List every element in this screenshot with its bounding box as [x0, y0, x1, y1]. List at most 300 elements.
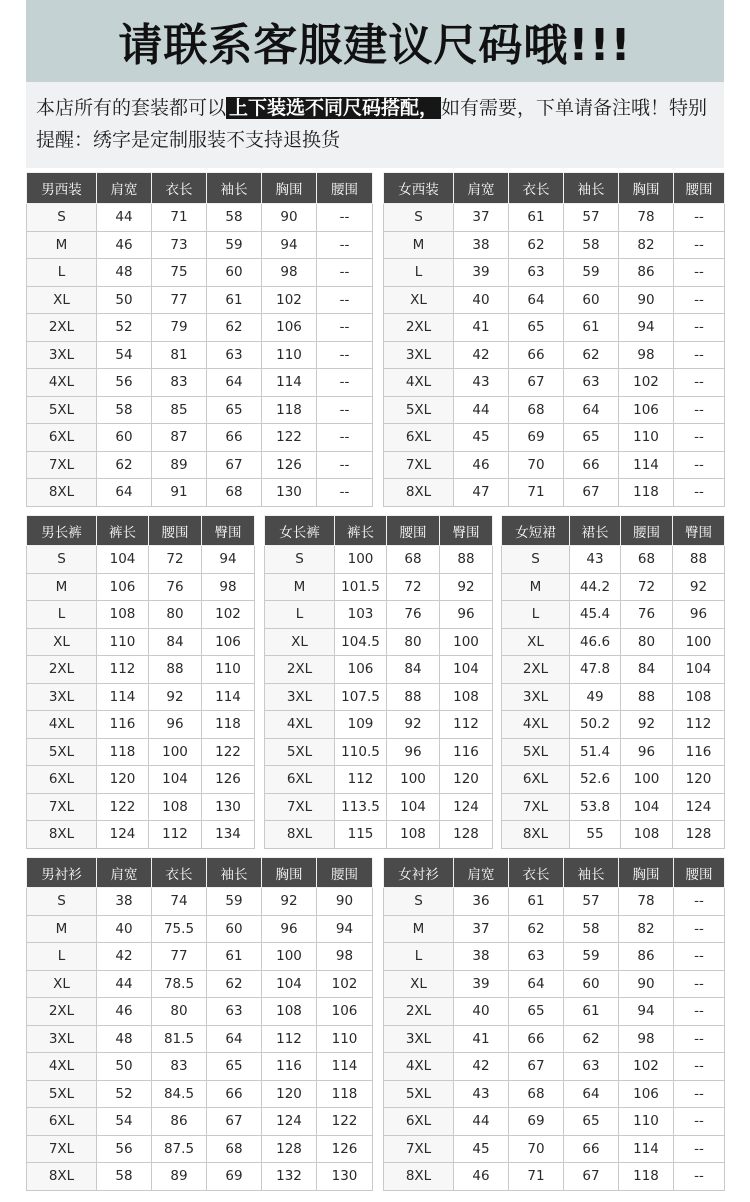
table-row [384, 479, 725, 507]
measurement-cell: 39 [454, 970, 509, 998]
measurement-cell: 100 [335, 546, 387, 574]
table-row [27, 341, 373, 369]
measurement-cell: -- [674, 231, 725, 259]
measurement-cell: 48 [97, 1025, 152, 1053]
size-label-cell: 3XL [384, 341, 454, 369]
measurement-cell: 62 [207, 970, 262, 998]
measurement-cell: 44 [97, 970, 152, 998]
measurement-cell: 106 [317, 998, 373, 1026]
measurement-cell: 68 [207, 479, 262, 507]
table-row [384, 1108, 725, 1136]
table-row [27, 793, 255, 821]
men-suit-table [26, 172, 373, 507]
size-label-cell: 4XL [502, 711, 570, 739]
measurement-cell: 38 [97, 888, 152, 916]
measurement-cell: 114 [317, 1053, 373, 1081]
measurement-cell: 102 [317, 970, 373, 998]
measurement-cell: 62 [564, 1025, 619, 1053]
measurement-cell: 104 [440, 656, 493, 684]
size-label-cell: 2XL [384, 314, 454, 342]
measurement-cell: 66 [509, 1025, 564, 1053]
column-header: 肩宽 [97, 173, 152, 204]
measurement-cell: 61 [207, 943, 262, 971]
measurement-cell: 66 [207, 424, 262, 452]
measurement-cell: 86 [619, 943, 674, 971]
measurement-cell: 47 [454, 479, 509, 507]
measurement-cell: 90 [619, 970, 674, 998]
table-row [27, 766, 255, 794]
size-label-cell: 8XL [502, 821, 570, 849]
measurement-cell: 89 [152, 1163, 207, 1191]
size-label-cell: 4XL [265, 711, 335, 739]
size-label-cell: 4XL [384, 1053, 454, 1081]
measurement-cell: 81 [152, 341, 207, 369]
measurement-cell: 71 [509, 1163, 564, 1191]
table-row [384, 341, 725, 369]
table-row [27, 656, 255, 684]
table-row [27, 314, 373, 342]
measurement-cell: 56 [97, 1135, 152, 1163]
table-row [27, 1025, 373, 1053]
measurement-cell: 122 [202, 738, 255, 766]
measurement-cell: 104 [387, 793, 440, 821]
measurement-cell: 72 [149, 546, 202, 574]
measurement-cell: 57 [564, 204, 619, 232]
measurement-cell: 76 [149, 573, 202, 601]
table-row [27, 821, 255, 849]
measurement-cell: 43 [570, 546, 621, 574]
measurement-cell: 78 [619, 204, 674, 232]
table-row [265, 628, 493, 656]
measurement-cell: 100 [387, 766, 440, 794]
measurement-cell: 84 [621, 656, 673, 684]
measurement-cell: 38 [454, 231, 509, 259]
measurement-cell: 72 [621, 573, 673, 601]
measurement-cell: 128 [262, 1135, 317, 1163]
measurement-cell: -- [674, 259, 725, 287]
table-row [27, 369, 373, 397]
table-row [265, 546, 493, 574]
measurement-cell: 84 [387, 656, 440, 684]
table-row [27, 888, 373, 916]
measurement-cell: 110.5 [335, 738, 387, 766]
measurement-cell: 77 [152, 943, 207, 971]
column-header: 袖长 [207, 173, 262, 204]
measurement-cell: 46 [97, 998, 152, 1026]
measurement-cell: 79 [152, 314, 207, 342]
column-header: 胸围 [262, 173, 317, 204]
size-label-cell: 7XL [27, 793, 97, 821]
column-header: 胸围 [619, 173, 674, 204]
measurement-cell: 114 [619, 451, 674, 479]
measurement-cell: -- [317, 286, 373, 314]
measurement-cell: 120 [440, 766, 493, 794]
measurement-cell: -- [317, 369, 373, 397]
measurement-cell: 62 [509, 915, 564, 943]
table-row [27, 711, 255, 739]
measurement-cell: 91 [152, 479, 207, 507]
measurement-cell: -- [317, 396, 373, 424]
table-row [265, 821, 493, 849]
measurement-cell: 57 [564, 888, 619, 916]
size-label-cell: 2XL [502, 656, 570, 684]
measurement-cell: 115 [335, 821, 387, 849]
measurement-cell: 59 [564, 943, 619, 971]
table-row [502, 656, 725, 684]
measurement-cell: 37 [454, 915, 509, 943]
measurement-cell: 112 [673, 711, 725, 739]
measurement-cell: 67 [509, 1053, 564, 1081]
measurement-cell: 112 [335, 766, 387, 794]
measurement-cell: 92 [149, 683, 202, 711]
measurement-cell: 58 [97, 1163, 152, 1191]
size-label-cell: XL [384, 286, 454, 314]
table-row [384, 1053, 725, 1081]
table-row [502, 793, 725, 821]
table-header-row [27, 173, 373, 204]
size-label-cell: 7XL [27, 1135, 97, 1163]
measurement-cell: 100 [440, 628, 493, 656]
measurement-cell: 63 [564, 369, 619, 397]
measurement-cell: 65 [207, 1053, 262, 1081]
measurement-cell: -- [674, 451, 725, 479]
table-row [384, 424, 725, 452]
women-suit-table [383, 172, 725, 507]
measurement-cell: 101.5 [335, 573, 387, 601]
measurement-cell: 62 [207, 314, 262, 342]
size-label-cell: 5XL [384, 396, 454, 424]
measurement-cell: 100 [262, 943, 317, 971]
column-header: 袖长 [207, 858, 262, 888]
column-header: 裤长 [97, 516, 149, 546]
measurement-cell: 96 [387, 738, 440, 766]
measurement-cell: 124 [440, 793, 493, 821]
measurement-cell: 68 [387, 546, 440, 574]
measurement-cell: 110 [619, 424, 674, 452]
table-row [27, 231, 373, 259]
measurement-cell: 75.5 [152, 915, 207, 943]
measurement-cell: 118 [97, 738, 149, 766]
size-label-cell: 8XL [384, 1163, 454, 1191]
size-label-cell: 5XL [27, 738, 97, 766]
size-label-cell: S [502, 546, 570, 574]
measurement-cell: -- [674, 888, 725, 916]
table-row [27, 259, 373, 287]
size-label-cell: XL [265, 628, 335, 656]
measurement-cell: -- [317, 231, 373, 259]
measurement-cell: 84 [149, 628, 202, 656]
measurement-cell: 64 [564, 396, 619, 424]
column-header: 臀围 [673, 516, 725, 546]
size-label-cell: 6XL [502, 766, 570, 794]
measurement-cell: -- [674, 1163, 725, 1191]
measurement-cell: 81.5 [152, 1025, 207, 1053]
measurement-cell: 60 [207, 259, 262, 287]
measurement-cell: 92 [673, 573, 725, 601]
measurement-cell: 45.4 [570, 601, 621, 629]
size-label-cell: 5XL [384, 1080, 454, 1108]
measurement-cell: 126 [262, 451, 317, 479]
size-label-cell: S [27, 204, 97, 232]
size-label-cell: XL [502, 628, 570, 656]
size-label-cell: 6XL [27, 766, 97, 794]
table-row [27, 1080, 373, 1108]
table-header-row [384, 173, 725, 204]
size-label-cell: 4XL [27, 369, 97, 397]
measurement-cell: 64 [509, 286, 564, 314]
column-header: 腰围 [317, 173, 373, 204]
measurement-cell: 75 [152, 259, 207, 287]
table-row [502, 573, 725, 601]
measurement-cell: 48 [97, 259, 152, 287]
measurement-cell: 106 [335, 656, 387, 684]
measurement-cell: 68 [207, 1135, 262, 1163]
measurement-cell: 83 [152, 1053, 207, 1081]
measurement-cell: 59 [207, 231, 262, 259]
table-header-row [265, 516, 493, 546]
measurement-cell: 52.6 [570, 766, 621, 794]
measurement-cell: 80 [152, 998, 207, 1026]
size-label-cell: 2XL [27, 998, 97, 1026]
column-header: 衣长 [152, 173, 207, 204]
measurement-cell: 130 [202, 793, 255, 821]
table-row [27, 628, 255, 656]
measurement-cell: 52 [97, 314, 152, 342]
measurement-cell: 94 [262, 231, 317, 259]
measurement-cell: -- [674, 1108, 725, 1136]
measurement-cell: 67 [564, 479, 619, 507]
measurement-cell: 40 [454, 286, 509, 314]
measurement-cell: 51.4 [570, 738, 621, 766]
measurement-cell: 66 [207, 1080, 262, 1108]
size-label-cell: 5XL [27, 1080, 97, 1108]
measurement-cell: 60 [207, 915, 262, 943]
measurement-cell: 53.8 [570, 793, 621, 821]
size-label-cell: 7XL [384, 451, 454, 479]
measurement-cell: 122 [97, 793, 149, 821]
measurement-cell: 63 [207, 998, 262, 1026]
measurement-cell: 69 [509, 424, 564, 452]
table-category-header: 女西装 [384, 173, 454, 204]
measurement-cell: 69 [207, 1163, 262, 1191]
size-label-cell: XL [27, 286, 97, 314]
measurement-cell: 90 [619, 286, 674, 314]
measurement-cell: 114 [262, 369, 317, 397]
table-row [265, 601, 493, 629]
table-header-row [27, 516, 255, 546]
measurement-cell: 114 [202, 683, 255, 711]
table-category-header: 女衬衫 [384, 858, 454, 888]
measurement-cell: 58 [97, 396, 152, 424]
measurement-cell: 124 [262, 1108, 317, 1136]
measurement-cell: 114 [97, 683, 149, 711]
table-row [384, 259, 725, 287]
measurement-cell: 118 [317, 1080, 373, 1108]
measurement-cell: 44 [454, 396, 509, 424]
measurement-cell: 40 [454, 998, 509, 1026]
measurement-cell: 116 [97, 711, 149, 739]
measurement-cell: 54 [97, 1108, 152, 1136]
measurement-cell: 112 [149, 821, 202, 849]
column-header: 胸围 [619, 858, 674, 888]
size-label-cell: 6XL [384, 1108, 454, 1136]
measurement-cell: -- [674, 970, 725, 998]
measurement-cell: 68 [509, 396, 564, 424]
table-header-row [502, 516, 725, 546]
table-row [27, 204, 373, 232]
measurement-cell: 92 [387, 711, 440, 739]
measurement-cell: 36 [454, 888, 509, 916]
measurement-cell: 66 [509, 341, 564, 369]
measurement-cell: 73 [152, 231, 207, 259]
measurement-cell: 59 [207, 888, 262, 916]
size-label-cell: L [27, 601, 97, 629]
measurement-cell: 128 [673, 821, 725, 849]
column-header: 腰围 [387, 516, 440, 546]
measurement-cell: 42 [97, 943, 152, 971]
measurement-cell: 67 [564, 1163, 619, 1191]
measurement-cell: 67 [509, 369, 564, 397]
measurement-cell: 64 [207, 1025, 262, 1053]
table-row [265, 711, 493, 739]
table-row [27, 915, 373, 943]
measurement-cell: -- [674, 204, 725, 232]
measurement-cell: 78 [619, 888, 674, 916]
table-row [384, 943, 725, 971]
measurement-cell: 72 [387, 573, 440, 601]
size-label-cell: 3XL [27, 341, 97, 369]
title-banner [26, 0, 724, 82]
table-header-row [27, 858, 373, 888]
measurement-cell: 82 [619, 231, 674, 259]
size-label-cell: XL [384, 970, 454, 998]
measurement-cell: 122 [317, 1108, 373, 1136]
measurement-cell: 61 [509, 888, 564, 916]
measurement-cell: 96 [262, 915, 317, 943]
measurement-cell: 96 [440, 601, 493, 629]
size-label-cell: M [384, 231, 454, 259]
table-row [384, 915, 725, 943]
measurement-cell: 62 [97, 451, 152, 479]
column-header: 衣长 [152, 858, 207, 888]
table-row [502, 766, 725, 794]
measurement-cell: 107.5 [335, 683, 387, 711]
measurement-cell: 110 [202, 656, 255, 684]
measurement-cell: 100 [673, 628, 725, 656]
measurement-cell: 70 [509, 451, 564, 479]
measurement-cell: -- [674, 369, 725, 397]
size-label-cell: 3XL [27, 1025, 97, 1053]
measurement-cell: -- [674, 396, 725, 424]
column-header: 衣长 [509, 173, 564, 204]
measurement-cell: 94 [317, 915, 373, 943]
size-label-cell: 4XL [384, 369, 454, 397]
measurement-cell: 102 [202, 601, 255, 629]
measurement-cell: 88 [149, 656, 202, 684]
measurement-cell: 89 [152, 451, 207, 479]
measurement-cell: 92 [262, 888, 317, 916]
measurement-cell: 120 [97, 766, 149, 794]
measurement-cell: 61 [564, 314, 619, 342]
measurement-cell: 40 [97, 915, 152, 943]
measurement-cell: 41 [454, 1025, 509, 1053]
table-row [384, 998, 725, 1026]
measurement-cell: 50 [97, 1053, 152, 1081]
notice-text-before: 本店所有的套装都可以 [36, 97, 227, 119]
size-label-cell: 8XL [384, 479, 454, 507]
measurement-cell: 61 [207, 286, 262, 314]
table-row [265, 573, 493, 601]
measurement-cell: -- [317, 204, 373, 232]
measurement-cell: 69 [509, 1108, 564, 1136]
measurement-cell: 64 [509, 970, 564, 998]
measurement-cell: 46 [454, 1163, 509, 1191]
measurement-cell: 88 [673, 546, 725, 574]
table-category-header: 男衬衫 [27, 858, 97, 888]
table-row [384, 1025, 725, 1053]
measurement-cell: 77 [152, 286, 207, 314]
measurement-cell: 88 [440, 546, 493, 574]
measurement-cell: 86 [619, 259, 674, 287]
table-row [265, 683, 493, 711]
measurement-cell: 130 [262, 479, 317, 507]
size-label-cell: 2XL [384, 998, 454, 1026]
measurement-cell: 124 [673, 793, 725, 821]
measurement-cell: 113.5 [335, 793, 387, 821]
table-category-header: 女长裤 [265, 516, 335, 546]
size-label-cell: M [265, 573, 335, 601]
table-category-header: 男长裤 [27, 516, 97, 546]
measurement-cell: 108 [97, 601, 149, 629]
table-row [384, 888, 725, 916]
measurement-cell: -- [674, 341, 725, 369]
column-header: 袖长 [564, 173, 619, 204]
measurement-cell: 90 [262, 204, 317, 232]
table-row [502, 546, 725, 574]
measurement-cell: 58 [207, 204, 262, 232]
size-label-cell: 4XL [27, 711, 97, 739]
measurement-cell: 124 [97, 821, 149, 849]
measurement-cell: 66 [564, 451, 619, 479]
size-label-cell: 5XL [502, 738, 570, 766]
measurement-cell: 65 [207, 396, 262, 424]
measurement-cell: 86 [152, 1108, 207, 1136]
measurement-cell: 102 [619, 1053, 674, 1081]
table-row [27, 998, 373, 1026]
measurement-cell: 92 [621, 711, 673, 739]
measurement-cell: 42 [454, 1053, 509, 1081]
measurement-cell: 90 [317, 888, 373, 916]
size-label-cell: 2XL [27, 314, 97, 342]
measurement-cell: 106 [97, 573, 149, 601]
measurement-cell: -- [317, 424, 373, 452]
measurement-cell: 55 [570, 821, 621, 849]
measurement-cell: 50 [97, 286, 152, 314]
size-label-cell: 4XL [27, 1053, 97, 1081]
men-pants-table [26, 515, 255, 849]
measurement-cell: 62 [509, 231, 564, 259]
table-row [27, 970, 373, 998]
column-header: 臀围 [202, 516, 255, 546]
measurement-cell: 52 [97, 1080, 152, 1108]
measurement-cell: 100 [621, 766, 673, 794]
measurement-cell: -- [317, 451, 373, 479]
table-row [265, 766, 493, 794]
measurement-cell: 104 [262, 970, 317, 998]
measurement-cell: 68 [509, 1080, 564, 1108]
measurement-cell: 122 [262, 424, 317, 452]
measurement-cell: 112 [440, 711, 493, 739]
